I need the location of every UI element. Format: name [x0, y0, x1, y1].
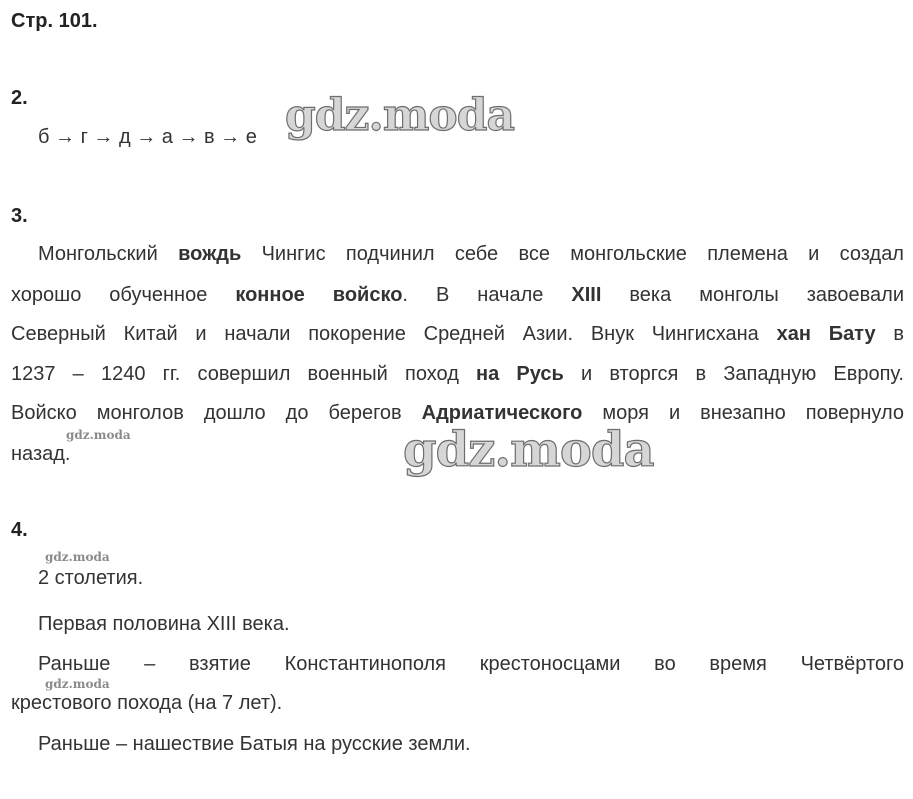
question-3-number: 3.: [11, 205, 28, 227]
bold-term: на Русь: [476, 363, 564, 385]
question-4-answer-1: 2 столетия.: [38, 567, 144, 589]
text-segment: Монгольский: [38, 243, 179, 265]
text-segment: века монголы завоевали: [601, 284, 905, 306]
question-4-number: 4.: [11, 519, 28, 541]
watermark-large: gdz.moda: [403, 422, 654, 478]
watermark-small: gdz.moda: [45, 677, 110, 691]
bold-term: Адриатического: [421, 402, 583, 424]
text-segment: 1237 – 1240 гг. совершил военный поход: [11, 363, 477, 385]
question-4-answer-3-line-1: Раньше – взятие Константинополя крестоносцами во время Четвёртого: [38, 653, 904, 675]
text-segment: Чингис подчинил себе все монгольские племена и создал: [241, 243, 904, 265]
question-3-line: [11, 283, 904, 307]
bold-term: хан Бату: [776, 323, 876, 345]
bold-term: конное войско: [235, 284, 403, 306]
text-segment: . В начале: [402, 284, 572, 306]
bold-term: вождь: [178, 243, 242, 265]
question-3-line: [38, 242, 904, 266]
text-segment: Войско монголов дошло до берегов: [11, 402, 422, 424]
watermark-large: gdz.moda: [285, 90, 515, 141]
question-4-answer-4: Раньше – нашествие Батыя на русские земли.: [38, 733, 471, 755]
question-3-line: [11, 322, 904, 346]
question-4-answer-3-line-2: крестового похода (на 7 лет).: [11, 692, 283, 714]
text-segment: моря и внезапно повернуло: [582, 402, 904, 424]
question-3-line: [11, 362, 904, 386]
watermark-small: gdz.moda: [66, 428, 131, 442]
question-4-answer-2: Первая половина XIII века.: [38, 613, 290, 635]
text-segment: хорошо обученное: [11, 284, 236, 306]
bold-term: XIII: [571, 284, 602, 306]
question-2-sequence: б → г → д → а → в → е: [38, 126, 257, 148]
page-title: Стр. 101.: [11, 10, 98, 32]
text-segment: Северный Китай и начали покорение Средней Азии. Внук Чингисхана: [11, 323, 777, 345]
question-3-last-line: назад.: [11, 443, 71, 465]
watermark-small: gdz.moda: [45, 550, 110, 564]
text-segment: в: [875, 323, 905, 345]
text-segment: и вторгся в Западную Европу.: [563, 363, 904, 385]
question-2-number: 2.: [11, 87, 28, 109]
